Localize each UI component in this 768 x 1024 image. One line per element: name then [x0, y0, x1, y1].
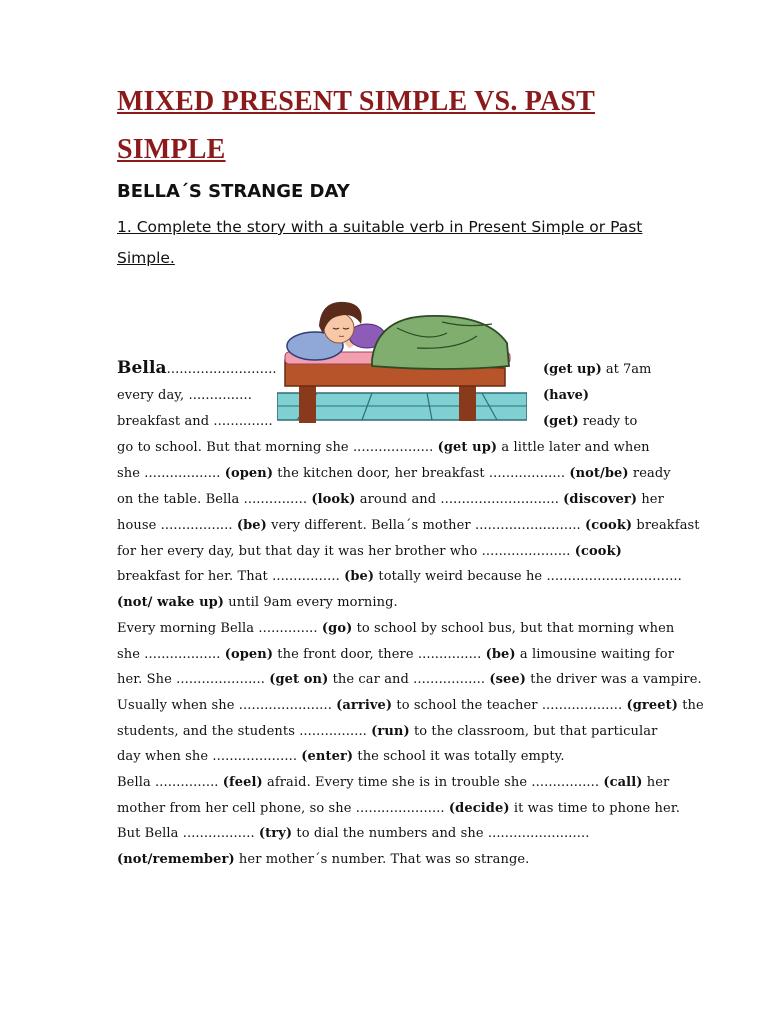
story-line-3: [117, 414, 273, 429]
story-line-11: [117, 621, 674, 636]
verb-hint: (decide): [448, 801, 510, 816]
verb-hint: (not/remember): [117, 852, 235, 867]
verb-hint: (get on): [269, 672, 329, 687]
story-text: her: [642, 775, 670, 790]
verb-hint: (discover): [563, 492, 638, 507]
verb-hint: (not/be): [569, 466, 629, 481]
story-text: students, and the students ................: [117, 724, 372, 739]
verb-hint: (run): [371, 724, 410, 739]
story-text: ready: [628, 466, 671, 481]
blank[interactable]: ..........................: [166, 362, 277, 377]
verb-hint: (go): [321, 621, 353, 636]
story-line-12: [117, 647, 674, 662]
story-text: to the classroom, but that particular: [409, 724, 658, 739]
story-line-18: [117, 801, 680, 816]
story-text: Bella ...............: [117, 775, 223, 790]
title-line-2: SIMPLE: [117, 134, 226, 165]
story-title: BELLA´S STRANGE DAY: [117, 181, 350, 202]
story-text: every day, ...............: [117, 388, 252, 403]
story-text: very different. Bella´s mother .........................: [266, 518, 586, 533]
story-line-3-right: [543, 414, 637, 429]
story-text: mother from her cell phone, so she .....................: [117, 801, 449, 816]
story-line-6: [117, 492, 664, 507]
story-text: day when she ....................: [117, 749, 302, 764]
story-text: Every morning Bella ..............: [117, 621, 322, 636]
story-text: breakfast and ..............: [117, 414, 273, 429]
story-line-15: [117, 724, 657, 739]
story-text: a little later and when: [497, 440, 650, 455]
story-text: her: [637, 492, 664, 507]
verb-hint: (arrive): [336, 698, 393, 713]
story-text: breakfast: [632, 518, 700, 533]
story-line-8: [117, 544, 622, 559]
story-text: house .................: [117, 518, 237, 533]
verb-hint: (cook): [574, 544, 622, 559]
verb-hint: (have): [543, 388, 590, 403]
story-text: totally weird because he ................................: [374, 569, 682, 584]
story-text: at 7am: [601, 362, 652, 377]
story-text: But Bella .................: [117, 826, 259, 841]
story-text: until 9am every morning.: [224, 595, 398, 610]
story-text: the front door, there ...............: [273, 647, 486, 662]
story-line-10: [117, 595, 398, 610]
story-text: Usually when she ......................: [117, 698, 337, 713]
verb-hint: (be): [236, 518, 267, 533]
title-line-1: MIXED PRESENT SIMPLE VS. PAST: [117, 86, 596, 117]
story-line-1: [117, 358, 277, 378]
verb-hint: (open): [224, 647, 274, 662]
verb-hint: (try): [258, 826, 293, 841]
story-text: the driver was a vampire.: [526, 672, 702, 687]
sleeping-girl-illustration: [277, 288, 527, 428]
verb-hint: (call): [603, 775, 643, 790]
story-line-7: [117, 518, 700, 533]
story-line-20: [117, 852, 529, 867]
verb-hint: (get up): [543, 362, 602, 377]
verb-hint: (open): [224, 466, 274, 481]
story-line-16: [117, 749, 565, 764]
story-text: the kitchen door, her breakfast ..................: [273, 466, 570, 481]
story-text: around and ............................: [355, 492, 564, 507]
story-text: to dial the numbers and she ........................: [292, 826, 590, 841]
verb-hint: (get): [543, 414, 579, 429]
verb-hint: (get up): [437, 440, 498, 455]
exercise-instruction: 1. Complete the story with a suitable verb in Present Simple or Past Simple.: [117, 218, 643, 267]
story-line-13: [117, 672, 702, 687]
story-text: she ..................: [117, 647, 225, 662]
story-text: a limousine waiting for: [515, 647, 675, 662]
verb-hint: (see): [489, 672, 527, 687]
story-text: to school the teacher ...................: [392, 698, 627, 713]
story-text: afraid. Every time she is in trouble she ................: [262, 775, 604, 790]
verb-hint: (feel): [222, 775, 263, 790]
verb-hint: (look): [311, 492, 356, 507]
story-text: the school it was totally empty.: [353, 749, 565, 764]
story-text: go to school. But that morning she ...................: [117, 440, 438, 455]
story-line-9: [117, 569, 682, 584]
story-line-14: [117, 698, 704, 713]
story-line-2: [117, 388, 252, 403]
story-line-19: [117, 826, 589, 841]
story-line-1-right: [543, 362, 651, 377]
story-text: on the table. Bella ...............: [117, 492, 312, 507]
story-text: to school by school bus, but that morning when: [352, 621, 675, 636]
story-line-2-right: [543, 388, 589, 403]
story-text: for her every day, but that day it was her brother who .....................: [117, 544, 575, 559]
story-text: the car and .................: [328, 672, 490, 687]
story-line-17: [117, 775, 669, 790]
story-text: she ..................: [117, 466, 225, 481]
story-name-bella: Bella: [117, 358, 167, 378]
story-text: her mother´s number. That was so strange.: [234, 852, 530, 867]
story-line-4: [117, 440, 650, 455]
story-text: breakfast for her. That ................: [117, 569, 345, 584]
verb-hint: (cook): [585, 518, 633, 533]
verb-hint: (be): [485, 647, 516, 662]
story-line-5: [117, 466, 671, 481]
verb-hint: (not/ wake up): [117, 595, 225, 610]
verb-hint: (enter): [301, 749, 354, 764]
verb-hint: (greet): [626, 698, 678, 713]
story-text: ready to: [578, 414, 638, 429]
verb-hint: (be): [344, 569, 375, 584]
story-text: her. She .....................: [117, 672, 270, 687]
story-text: it was time to phone her.: [509, 801, 680, 816]
story-text: the: [677, 698, 704, 713]
